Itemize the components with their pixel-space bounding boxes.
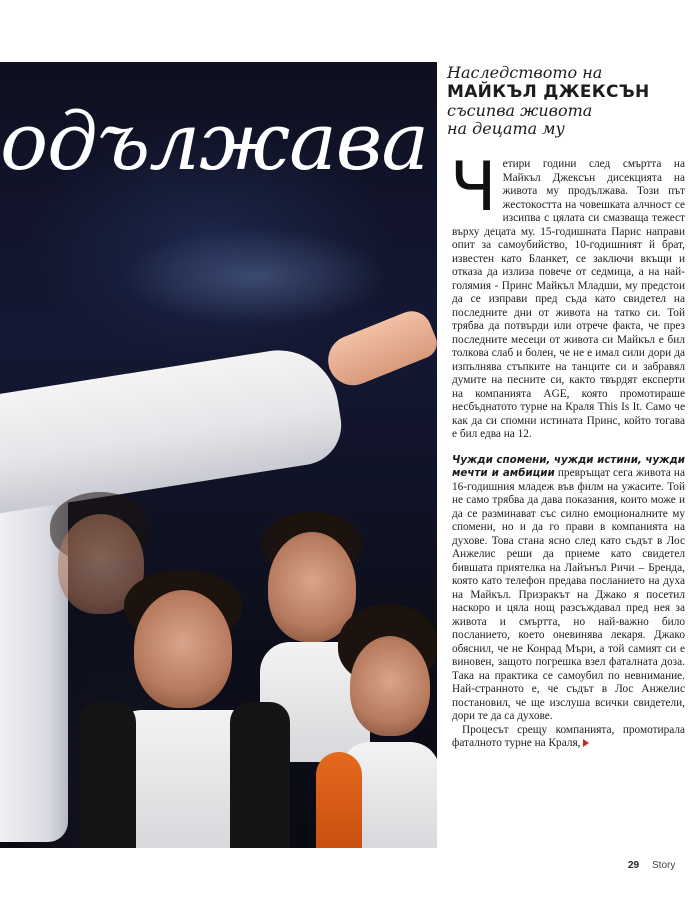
outstretched-arm-sleeve	[0, 342, 347, 516]
feature-photo	[0, 62, 437, 848]
deck-line-3: съсипва живота	[447, 101, 593, 120]
paragraph-2	[452, 454, 685, 724]
paragraph-1	[450, 148, 685, 442]
child-face	[134, 590, 232, 708]
paragraph-3-text: Процесът срещу компанията, промотирала фаталното турне на Краля,	[452, 723, 685, 749]
child-orange-top	[316, 752, 362, 848]
outstretched-hand	[321, 305, 437, 393]
article-body	[450, 148, 685, 751]
continue-arrow-icon	[583, 739, 589, 747]
child-vest	[80, 702, 136, 848]
deck-name: МАЙКЪЛ ДЖЕКСЪН	[447, 82, 650, 102]
child-vest	[230, 702, 290, 848]
deck-line-4: на децата му	[447, 119, 565, 138]
child-face	[350, 636, 430, 736]
paragraph-1-text: етири години след смъртта на Майкъл Джексън дисекцията на живота му продължава. Този път жестокостта на човешката алчност се изсипва с цялата си смазваща тежест върху децата му. 15-годишната Парис направи опит за самоубийство, 10-годишният й брат, известен като Бланкет, се заключи вкъщи и отказа да излиза повече от седмица, а на най-голямия - Принс Майкъл Младши, му предстои да се изправи пред съда като свидетел на последните дни от живота на татко си. Той трябва да потвърди или отрече факта, че през последните месеци от живота си Майкъл е бил толкова слаб и болен, че не е имал сили дори да изпълнява стъпките на танците си и забравял думите на песните си, както твърдят експерти на компанията AGE, която промотираше несбъднатото турне на Краля This Is It. Само че как да си спомни истината Принс, който тогава е бил едва на 12.	[452, 158, 685, 440]
deck-line-1: Наследството на	[447, 63, 603, 82]
page-number: 29	[628, 860, 640, 871]
paragraph-2-text: превръщат сега живота на 16-годишния младеж във филм на ужасите. Той не само трябва да дава показания, които може и да се разминават със силно емоционалните му спомени, но и да го прави в компанията на духове. Това стана ясно след като съдът в Лос Анжелис реши да приеме като свидетел бившата приятелка на Лайънъл Ричи – Бренда, която като телефон предава посланието на духа на Майкъл. Призракът на Джако я посетил наскоро и цяла нощ разсъждавал пред нея за живота и смъртта, но най-важно било посланието, което оневинява лекаря. Джако обяснил, че не Конрад Мъри, а той самият си е виновен, защото погрешка взел фаталната доза. Така на практика се самоубил по невнимание. Най-странното е, че съдът в Лос Анжелис постановил, че ще изслуша всички свидетели, дори те да са духове.	[452, 467, 685, 722]
article-deck	[447, 64, 697, 138]
section-name: Story	[652, 860, 676, 871]
paragraph-3	[452, 724, 685, 751]
drop-cap: Ч	[450, 148, 497, 227]
photo-headline: одължава	[0, 95, 429, 188]
paragraph-lead-in: Чужди спомени, чужди истини, чужди мечти и амбиции	[452, 453, 685, 479]
